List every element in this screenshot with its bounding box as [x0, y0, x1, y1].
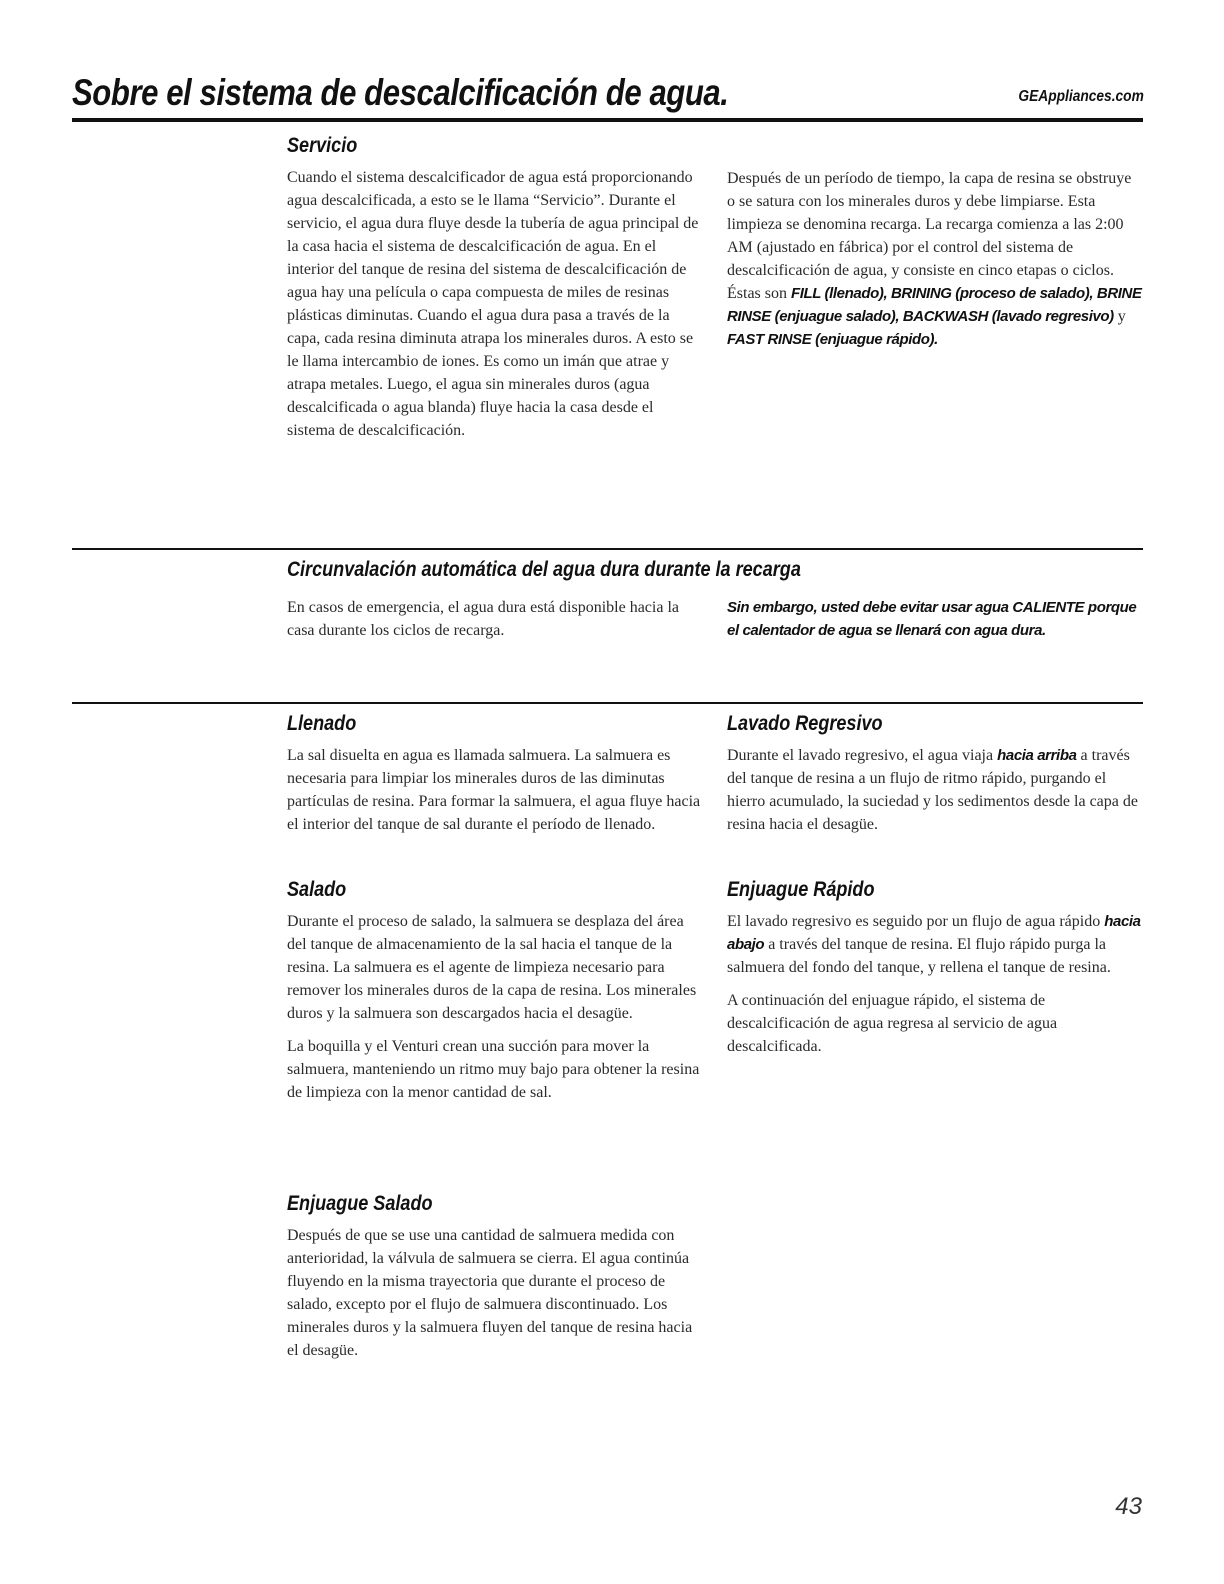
- bypass-section: [287, 558, 1147, 590]
- servicio-section: [287, 134, 702, 442]
- recarga-fast-rinse-bold: FAST RINSE (enjuague rápido).: [727, 331, 938, 348]
- recarga-text: Después de un período de tiempo, la capa de resina se obstruye o se satura con los minerales duros y debe limpiarse. Esta limpieza se denomina recarga. La recarga comienza a las 2:00 AM (ajustado en fábrica) por el control del sistema de descalcificación de agua, y consiste en cinco etapas o ciclos. Éstas son: [727, 170, 1132, 302]
- enjuague-salado-paragraph: Después de que se use una cantidad de salmuera medida con anterioridad, la válvula de salmuera se cierra. El agua continúa fluyendo en la misma trayectoria que durante el proceso de salado, excepto por el flujo de salmuera discontinuado. Los minerales duros y la salmuera fluyen del tanque de resina hacia el desagüe.: [287, 1227, 693, 1359]
- llenado-section: [287, 712, 702, 836]
- enjuague-rapido-paragraph: A continuación del enjuague rápido, el sistema de descalcificación de agua regresa al servicio de agua descalcificada.: [727, 992, 1058, 1055]
- rapido-text: El lavado regresivo es seguido por un flujo de agua rápido: [727, 913, 1105, 930]
- rapido-bold: hacia abajo: [727, 913, 1141, 953]
- header-divider: [72, 118, 1143, 122]
- page-title: Sobre el sistema de descalcificación de agua.: [72, 72, 729, 113]
- llenado-heading: Llenado: [287, 712, 357, 735]
- enjuague-salado-heading: Enjuague Salado: [287, 1192, 433, 1215]
- enjuague-rapido-heading: Enjuague Rápido: [727, 878, 875, 901]
- salado-heading: Salado: [287, 878, 347, 901]
- lavado-text: Durante el lavado regresivo, el agua viaja: [727, 747, 998, 764]
- lavado-regresivo-paragraph: [727, 744, 1142, 836]
- site-url: GEAppliances.com: [1018, 88, 1144, 105]
- lavado-regresivo-section: [727, 712, 1142, 836]
- lavado-regresivo-heading: Lavado Regresivo: [727, 712, 883, 735]
- servicio-paragraph: Cuando el sistema descalcificador de agua está proporcionando agua descalcificada, a esto se le llama “Servicio”. Durante el servicio, el agua dura fluye desde la tubería de agua principal de la casa hacia el sistema de descalcificación de agua. En el interior del tanque de resina del sistema de descalcificación de agua hay una película o capa compuesta de miles de resinas plásticas diminutas. Cuando el agua dura pasa a través de la capa, cada resina diminuta atrapa los minerales duros. A esto se le llama intercambio de iones. Es como un imán que atrae y atrapa metales. Luego, el agua sin minerales duros (agua descalcificada o agua blanda) fluye hacia la casa desde el sistema de descalcificación.: [287, 169, 699, 439]
- enjuague-rapido-paragraph: [727, 910, 1142, 979]
- salado-section: [287, 878, 702, 1104]
- bypass-paragraph: En casos de emergencia, el agua dura está disponible hacia la casa durante los ciclos de recarga.: [287, 599, 679, 639]
- recarga-paragraph: [727, 167, 1142, 351]
- bypass-warning: [727, 596, 1142, 642]
- page-header: [72, 72, 1144, 120]
- section-divider: [72, 702, 1143, 704]
- bypass-left: [287, 596, 702, 642]
- enjuague-salado-section: [287, 1192, 702, 1362]
- servicio-recarga-section: [727, 167, 1142, 351]
- section-divider: [72, 548, 1143, 550]
- recarga-conjunction: y: [1113, 308, 1126, 325]
- recarga-cycles-bold: FILL (llenado), BRINING (proceso de salado), BRINE RINSE (enjuague salado), BACKWASH (lavado regresivo): [727, 285, 1142, 325]
- servicio-heading: Servicio: [287, 134, 358, 157]
- llenado-paragraph: La sal disuelta en agua es llamada salmuera. La salmuera es necesaria para limpiar los minerales duros de las diminutas partículas de resina. Para formar la salmuera, el agua fluye hacia el interior del tanque de sal durante el período de llenado.: [287, 747, 701, 833]
- bypass-warning-text: Sin embargo, usted debe evitar usar agua CALIENTE porque el calentador de agua se llenará con agua dura.: [727, 599, 1137, 639]
- lavado-text: a través del tanque de resina a un flujo de ritmo rápido, purgando el hierro acumulado, la suciedad y los sedimentos desde la capa de resina hacia el desagüe.: [727, 747, 1138, 833]
- lavado-bold: hacia arriba: [997, 747, 1077, 764]
- page-number: 43: [1115, 1493, 1142, 1520]
- salado-paragraph: Durante el proceso de salado, la salmuera se desplaza del área del tanque de almacenamiento de la sal hacia el tanque de la resina. La salmuera es el agente de limpieza necesario para remover los minerales duros de la capa de resina. Los minerales duros y la salmuera son descargados hacia el desagüe.: [287, 913, 697, 1022]
- bypass-heading: Circunvalación automática del agua dura durante la recarga: [287, 558, 801, 581]
- salado-paragraph: La boquilla y el Venturi crean una succión para mover la salmuera, manteniendo un ritmo muy bajo para obtener la resina de limpieza con la menor cantidad de sal.: [287, 1038, 700, 1101]
- rapido-text: a través del tanque de resina. El flujo rápido purga la salmuera del fondo del tanque, y rellena el tanque de resina.: [727, 936, 1111, 976]
- enjuague-rapido-section: [727, 878, 1142, 1058]
